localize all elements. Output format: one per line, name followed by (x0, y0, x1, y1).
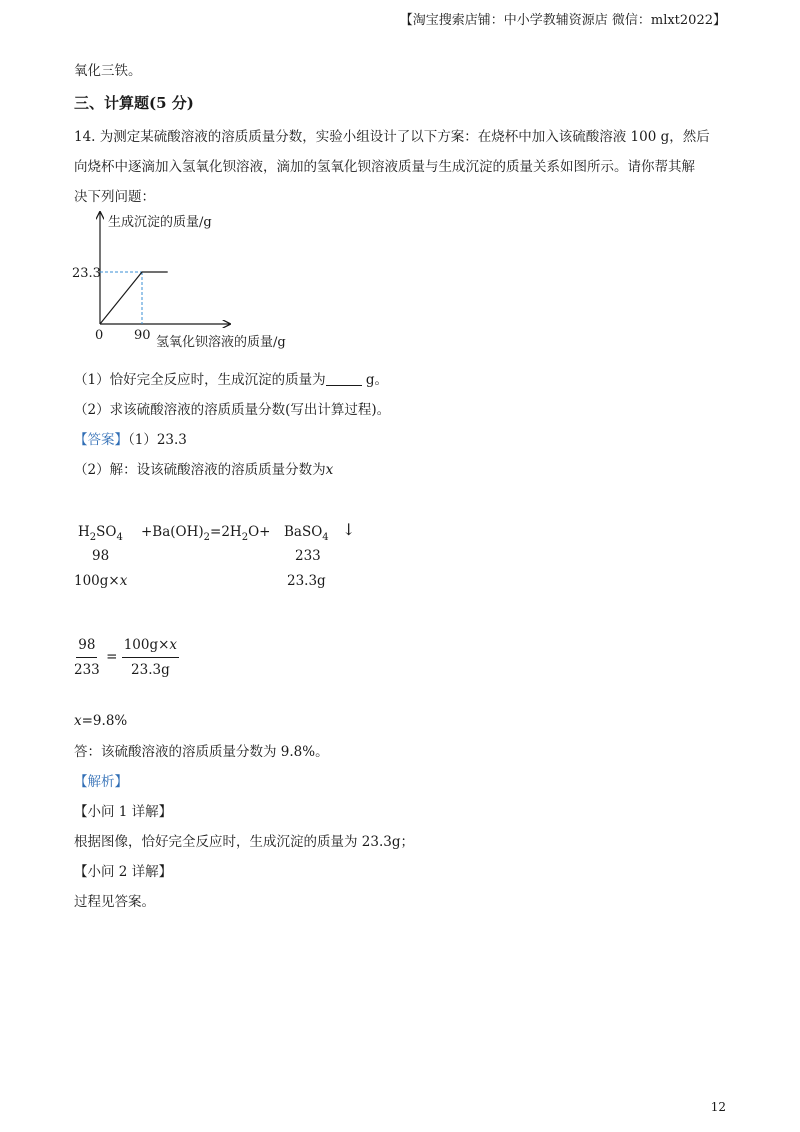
analysis-sub-2-text: 过程见答案。 (74, 894, 155, 910)
result-line (74, 712, 127, 730)
answer-line-2 (74, 461, 333, 479)
x-axis-label: 氢氧化钡溶液的质量/g (156, 335, 286, 350)
question-line-3: 决下列问题： (74, 189, 155, 205)
variable-x: x (325, 462, 334, 478)
precipitate-mass-chart (70, 208, 330, 353)
analysis-sub-2-title: 【小问 2 详解】 (74, 864, 173, 880)
fraction-left-numerator: 98 (76, 636, 97, 658)
fraction-right-numerator-prefix: 100g× (123, 637, 170, 653)
sub-question-1-text: （1）恰好完全反应时，生成沉淀的质量为 (74, 372, 326, 388)
sub-question-1-unit: g。 (361, 372, 389, 388)
page-header: 【淘宝搜索店铺：中小学教辅资源店 微信：mlxt2022】 (399, 13, 726, 28)
molar-mass-precipitate: 233 (295, 548, 321, 564)
question-line-1: 14. 为测定某硫酸溶液的溶质质量分数，实验小组设计了以下方案：在烧杯中加入该硫酸溶液 100 g，然后 (74, 129, 710, 145)
fraction-left-denominator: 233 (74, 662, 100, 678)
answer-line-1 (74, 431, 187, 449)
fraction-right-numerator (122, 636, 179, 658)
fraction-right-denominator: 23.3g (131, 662, 170, 678)
eq-o-plus: O+ (248, 524, 271, 540)
chemical-equation-product (284, 523, 329, 547)
sub-question-2: （2）求该硫酸溶液的溶质质量分数(写出计算过程)。 (74, 402, 391, 418)
x-tick-label: 90 (134, 328, 151, 343)
chemical-equation (78, 523, 123, 547)
ratio-right: 23.3g (287, 573, 326, 589)
y-axis-label: 生成沉淀的质量/g (108, 215, 212, 230)
answer-part-1: （1）23.3 (128, 432, 187, 448)
eq-baso: BaSO (284, 524, 323, 540)
ratio-left (74, 572, 127, 590)
eq-sub-2b: 2 (203, 532, 211, 543)
analysis-sub-1-title: 【小问 1 详解】 (74, 804, 173, 820)
result-value: =9.8% (81, 713, 128, 729)
analysis-sub-1-text: 根据图像，恰好完全反应时，生成沉淀的质量为 23.3g； (74, 834, 414, 850)
section-title: 三、计算题(5 分) (74, 94, 194, 112)
ratio-left-prefix: 100g× (74, 573, 120, 589)
sub-question-1 (74, 371, 388, 389)
eq-baoh: +Ba(OH) (141, 524, 204, 540)
eq-sub-4: 4 (116, 532, 123, 543)
series-line (100, 272, 168, 324)
eq-sub-4b: 4 (322, 532, 329, 543)
precipitate-arrow: ↓ (342, 520, 356, 539)
eq-so: SO (96, 524, 117, 540)
proportion-equals: = (106, 649, 118, 665)
eq-sub-2c: 2 (241, 532, 249, 543)
answer-blank (326, 372, 362, 386)
eq-sub-2: 2 (89, 532, 97, 543)
conclusion: 答：该硫酸溶液的溶质质量分数为 9.8%。 (74, 744, 329, 760)
y-tick-label: 23.3 (72, 266, 101, 281)
fraction-right (122, 636, 179, 679)
proportion-equation (72, 636, 179, 679)
answer-tag: 【答案】 (74, 432, 128, 448)
previous-answer-text: 氧化三铁。 (74, 63, 142, 79)
result-var: x (74, 713, 82, 729)
fraction-right-numerator-var: x (169, 637, 178, 653)
analysis-tag: 【解析】 (74, 774, 128, 790)
eq-h: H (78, 524, 90, 540)
eq-equals-h: =2H (210, 524, 242, 540)
molar-mass-acid: 98 (92, 548, 110, 564)
answer-part-2-intro: （2）解：设该硫酸溶液的溶质质量分数为 (74, 462, 326, 478)
question-line-2: 向烧杯中逐滴加入氢氧化钡溶液，滴加的氢氧化钡溶液质量与生成沉淀的质量关系如图所示。请你帮其解 (74, 159, 695, 175)
chemical-equation-middle (141, 523, 270, 547)
ratio-left-var: x (119, 573, 128, 589)
fraction-left (72, 636, 102, 679)
origin-label: 0 (95, 328, 104, 343)
page-number: 12 (710, 1100, 726, 1114)
